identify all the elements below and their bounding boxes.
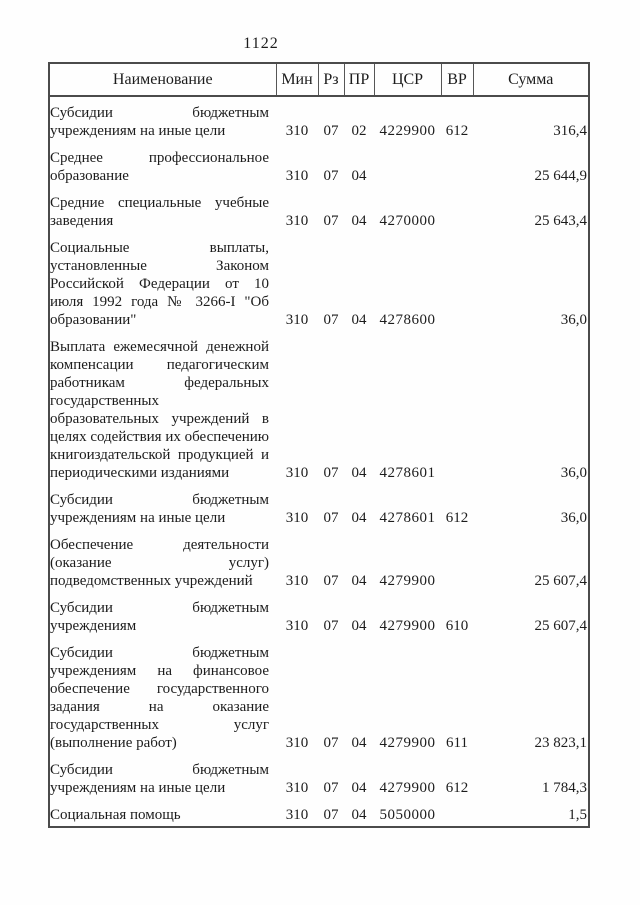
pr-cell: 04: [351, 573, 367, 589]
min-cell: 310: [285, 123, 309, 139]
column-header-name: Наименование: [49, 63, 276, 96]
min-cell: 310: [285, 168, 309, 184]
sum-cell: 1 784,3: [542, 780, 587, 796]
name-cell: Средние специальные учебные заведения: [50, 195, 269, 229]
min-cell: 310: [285, 510, 309, 526]
name-cell: Социальная помощь: [50, 807, 181, 823]
name-cell: Выплата ежемесячной денежной компенсации педагогическим работникам федеральных государственных образовательных учреждений в целях содействия их обеспечению книгоиздательской продукцией и периодическими изданиями: [50, 339, 270, 481]
sum-cell: 25 644,9: [534, 168, 587, 184]
sum-cell: 36,0: [560, 510, 587, 526]
rz-cell: 07: [323, 123, 339, 139]
sum-cell: 25 607,4: [534, 573, 587, 589]
pr-cell: 04: [351, 465, 367, 481]
vr-cell: 611: [446, 735, 468, 751]
pr-cell: 04: [351, 510, 367, 526]
vr-cell: 612: [445, 123, 469, 139]
table-row: [49, 799, 589, 827]
table-row: [49, 96, 589, 142]
name-cell: Субсидии бюджетным учреждениям на иные цели: [50, 762, 269, 796]
csr-cell: 4278601: [379, 510, 436, 526]
sum-cell: 25 643,4: [534, 213, 587, 229]
table-row: [49, 754, 589, 799]
rz-cell: 07: [323, 168, 339, 184]
min-cell: 310: [285, 213, 309, 229]
vr-cell: [441, 529, 473, 592]
min-cell: 310: [285, 780, 309, 796]
pr-cell: 04: [351, 168, 367, 184]
name-cell: Субсидии бюджетным учреждениям на иные цели: [50, 492, 269, 526]
csr-cell: 4278600: [379, 312, 436, 328]
name-cell: Среднее профессиональное образование: [50, 150, 269, 184]
rz-cell: 07: [323, 465, 339, 481]
sum-cell: 36,0: [560, 312, 587, 328]
sum-cell: 25 607,4: [534, 618, 587, 634]
rz-cell: 07: [323, 735, 339, 751]
name-cell: Субсидии бюджетным учреждениям на иные цели: [50, 105, 269, 139]
csr-cell: 4279900: [379, 618, 436, 634]
page-number: 1122: [243, 35, 279, 52]
table-row: [49, 529, 589, 592]
vr-cell: [441, 232, 473, 331]
rz-cell: 07: [323, 573, 339, 589]
table-row: [49, 331, 589, 484]
vr-cell: [441, 142, 473, 187]
csr-cell: [374, 142, 441, 187]
sum-cell: 316,4: [553, 123, 587, 139]
min-cell: 310: [285, 807, 309, 823]
name-cell: Социальные выплаты, установленные Законом Российской Федерации от 10 июля 1992 года № 3266-I "Об образовании": [50, 240, 269, 328]
table-row: [49, 484, 589, 529]
column-header-csr: ЦСР: [374, 63, 441, 96]
pr-cell: 02: [351, 123, 367, 139]
vr-cell: [441, 799, 473, 827]
csr-cell: 4270000: [379, 213, 436, 229]
rz-cell: 07: [323, 312, 339, 328]
name-cell: Обеспечение деятельности (оказание услуг) подведомственных учреждений: [50, 537, 269, 589]
min-cell: 310: [285, 735, 309, 751]
table-row: [49, 142, 589, 187]
rz-cell: 07: [323, 780, 339, 796]
rz-cell: 07: [323, 213, 339, 229]
vr-cell: [441, 187, 473, 232]
csr-cell: 4279900: [379, 735, 436, 751]
rz-cell: 07: [323, 807, 339, 823]
min-cell: 310: [285, 618, 309, 634]
pr-cell: 04: [351, 807, 367, 823]
table-row: [49, 637, 589, 754]
csr-cell: 4279900: [379, 573, 436, 589]
budget-table: [48, 62, 590, 828]
csr-cell: 4278601: [379, 465, 436, 481]
pr-cell: 04: [351, 312, 367, 328]
pr-cell: 04: [351, 780, 367, 796]
sum-cell: 1,5: [568, 807, 587, 823]
column-header-sum: Сумма: [473, 63, 589, 96]
csr-cell: 4279900: [379, 780, 436, 796]
column-header-rz: Рз: [318, 63, 344, 96]
csr-cell: 5050000: [379, 807, 436, 823]
sum-cell: 36,0: [560, 465, 587, 481]
rz-cell: 07: [323, 618, 339, 634]
header-row: [49, 63, 589, 96]
table-row: [49, 592, 589, 637]
min-cell: 310: [285, 312, 309, 328]
name-cell: Субсидии бюджетным учреждениям: [50, 600, 269, 634]
column-header-vr: ВР: [441, 63, 473, 96]
pr-cell: 04: [351, 618, 367, 634]
vr-cell: 612: [445, 510, 469, 526]
min-cell: 310: [285, 465, 309, 481]
csr-cell: 4229900: [379, 123, 436, 139]
pr-cell: 04: [351, 213, 367, 229]
table-row: [49, 187, 589, 232]
pr-cell: 04: [351, 735, 367, 751]
column-header-min: Мин: [276, 63, 318, 96]
rz-cell: 07: [323, 510, 339, 526]
min-cell: 310: [285, 573, 309, 589]
name-cell: Субсидии бюджетным учреждениям на финансовое обеспечение государственного задания на оказание государственных услуг (выполнение работ): [50, 645, 269, 751]
vr-cell: [441, 331, 473, 484]
table-row: [49, 232, 589, 331]
column-header-pr: ПР: [344, 63, 374, 96]
sum-cell: 23 823,1: [534, 735, 587, 751]
vr-cell: 610: [445, 618, 469, 634]
vr-cell: 612: [445, 780, 469, 796]
